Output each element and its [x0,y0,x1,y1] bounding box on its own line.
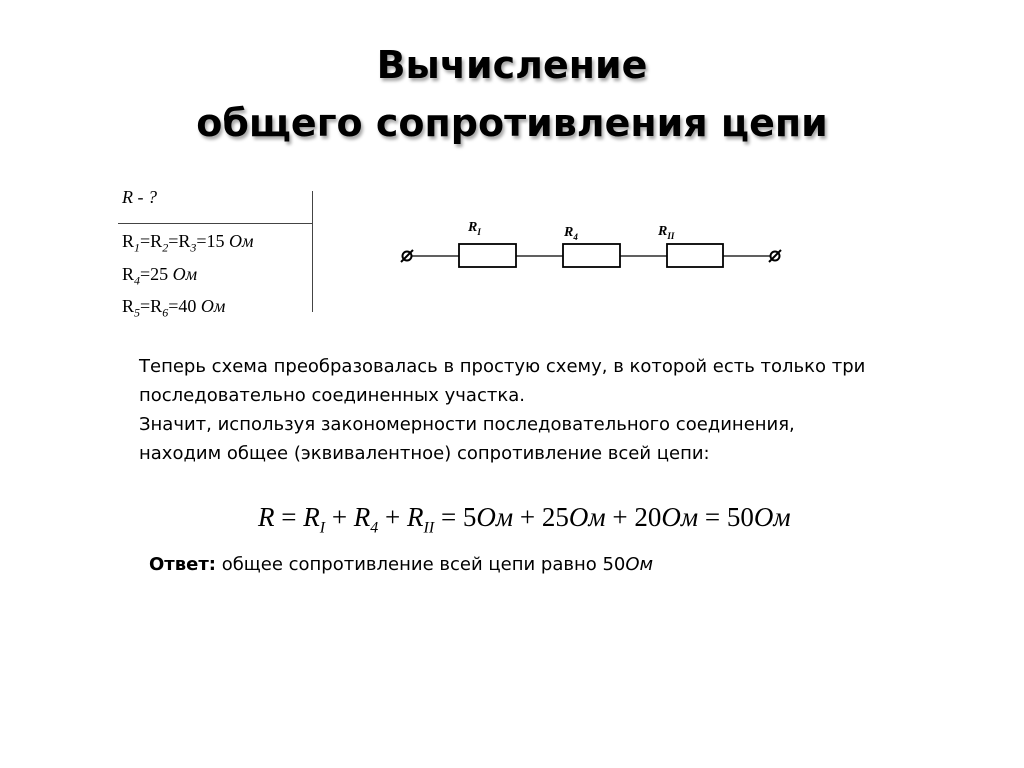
explanation-line-3: Значит, используя закономерности последовательного соединения, [139,414,795,435]
given-subscript: 6 [162,305,169,320]
formula-value: 50 [726,502,754,532]
given-equals: =R [168,231,191,251]
formula-plus: + [325,502,354,532]
given-line-1 [122,228,312,261]
explanation-paragraph [139,352,979,468]
formula-value: 5 [462,502,477,532]
given-line-2 [122,261,312,294]
given-subscript: 2 [162,240,169,255]
formula-r11: R [407,502,424,532]
formula-r11-sub: II [423,519,435,537]
resistor-r1-label: $R_I$ [468,220,481,237]
resistance-formula [258,497,791,548]
circuit-diagram [390,210,800,280]
terminal-right [769,250,781,262]
formula-unit: Ом [568,502,606,532]
title-line-1: Вычисление [376,43,648,87]
formula-r4: R [353,502,371,532]
resistor-r4 [563,244,620,267]
answer-unit: Ом [625,554,654,575]
formula-equals: = [274,502,304,532]
resistor-r11 [667,244,723,267]
resistor-r4-label: $R_4$ [564,225,578,242]
given-values [122,228,312,326]
answer-label: Ответ: [149,554,216,575]
formula-r1: R [303,502,320,532]
given-unit: Ом [200,296,226,317]
formula-unit: Ом [753,502,791,532]
formula-value: 20 [634,502,662,532]
explanation-line-2: последовательно соединенных участка. [139,385,525,406]
given-unit: Ом [229,231,254,251]
given-symbol: R [122,296,135,317]
answer-line [149,552,653,578]
given-unit: Ом [172,263,198,284]
given-line-3 [122,293,312,326]
formula-plus: + [605,502,635,532]
resistor-r1 [459,244,516,267]
slide-title [0,36,1024,152]
formula-r1-sub: I [319,519,326,537]
given-value: =25 [140,263,173,284]
explanation-line-1: Теперь схема преобразовалась в простую схему, в которой есть только три [139,356,866,377]
formula-unit: Ом [476,502,514,532]
given-value: =40 [168,296,201,317]
answer-text: общее сопротивление всей цепи равно 50 [215,554,626,575]
given-subscript: 3 [190,240,197,255]
title-line-2: общего сопротивления цепи [196,101,828,145]
given-symbol: R [122,263,135,284]
given-subscript: 1 [134,240,141,255]
given-value: =15 [196,231,230,251]
terminal-left [401,250,413,262]
given-unknown: R - ? [122,187,157,207]
formula-plus: + [378,502,408,532]
formula-equals: = [698,502,727,532]
given-subscript: 5 [134,305,141,320]
given-equals: =R [140,296,163,317]
resistor-r11-label: $R_{II}$ [658,224,675,241]
explanation-line-4: находим общее (эквивалентное) сопротивление всей цепи: [139,443,710,464]
given-divider-vertical [312,191,313,312]
formula-value: 25 [541,502,569,532]
given-block [122,184,312,326]
formula-plus: + [513,502,542,532]
formula-unit: Ом [661,502,699,532]
formula-r: R [258,502,275,532]
formula-equals: = [434,502,463,532]
given-subscript: 4 [134,273,141,288]
given-equals: =R [140,231,163,251]
formula-r4-sub: 4 [370,519,379,537]
given-symbol: R [122,231,135,251]
